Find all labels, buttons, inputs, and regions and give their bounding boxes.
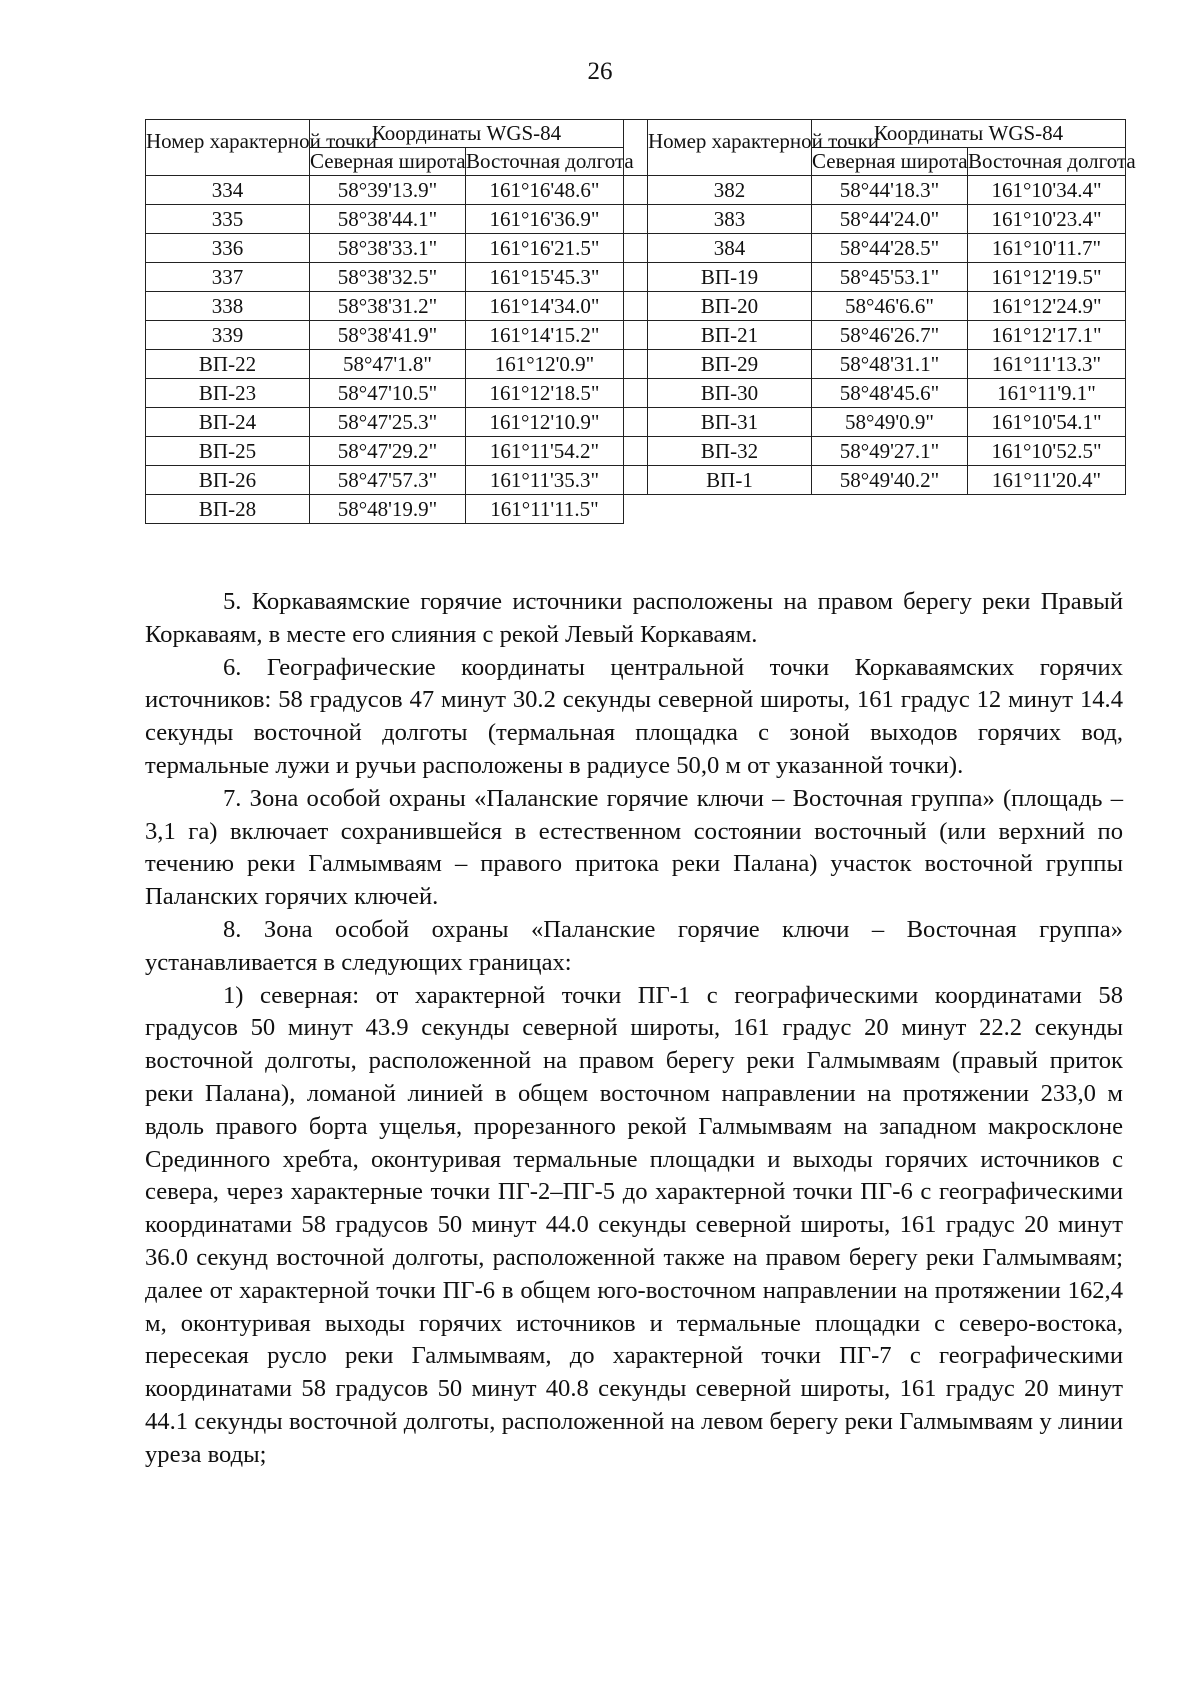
point-number: ВП-23 <box>146 379 310 408</box>
longitude: 161°11'54.2" <box>466 437 624 466</box>
latitude: 58°49'0.9" <box>812 408 968 437</box>
point-number: ВП-26 <box>146 466 310 495</box>
latitude: 58°46'26.7" <box>812 321 968 350</box>
gap-cell <box>624 263 648 292</box>
table-row <box>146 495 1126 524</box>
coordinates-table <box>145 119 1136 524</box>
table-row <box>146 350 1126 379</box>
point-number: 383 <box>648 205 812 234</box>
latitude: 58°46'6.6" <box>812 292 968 321</box>
point-number: ВП-1 <box>648 466 812 495</box>
longitude: 161°16'48.6" <box>466 176 624 205</box>
longitude: 161°15'45.3" <box>466 263 624 292</box>
header-coords-right: Координаты WGS-84 <box>812 120 1126 148</box>
point-number: ВП-30 <box>648 379 812 408</box>
point-number: ВП-19 <box>648 263 812 292</box>
latitude: 58°38'44.1" <box>310 205 466 234</box>
point-number: ВП-29 <box>648 350 812 379</box>
latitude: 58°38'33.1" <box>310 234 466 263</box>
header-lon-left: Восточная долгота <box>466 148 624 176</box>
gap-cell <box>624 379 648 408</box>
longitude: 161°16'21.5" <box>466 234 624 263</box>
longitude: 161°10'34.4" <box>968 176 1126 205</box>
empty-cell <box>624 495 648 524</box>
longitude: 161°12'0.9" <box>466 350 624 379</box>
point-number: 382 <box>648 176 812 205</box>
latitude: 58°49'27.1" <box>812 437 968 466</box>
paragraph-8: 8. Зона особой охраны «Паланские горячие ключи – Восточная группа» устанавливается в следующих границах: <box>145 915 1123 976</box>
point-number: ВП-21 <box>648 321 812 350</box>
gap-cell <box>624 176 648 205</box>
gap-cell <box>624 408 648 437</box>
latitude: 58°48'45.6" <box>812 379 968 408</box>
table-row <box>146 263 1126 292</box>
longitude: 161°10'54.1" <box>968 408 1126 437</box>
latitude: 58°49'40.2" <box>812 466 968 495</box>
header-lon-right: Восточная долгота <box>968 148 1126 176</box>
body-text <box>145 586 1123 1472</box>
point-number: 336 <box>146 234 310 263</box>
page-number: 26 <box>587 58 613 85</box>
longitude: 161°10'52.5" <box>968 437 1126 466</box>
latitude: 58°38'41.9" <box>310 321 466 350</box>
latitude: 58°47'25.3" <box>310 408 466 437</box>
point-number: 334 <box>146 176 310 205</box>
empty-cell <box>812 495 968 524</box>
longitude: 161°12'18.5" <box>466 379 624 408</box>
gap-cell <box>624 350 648 379</box>
table-row <box>146 292 1126 321</box>
latitude: 58°39'13.9" <box>310 176 466 205</box>
paragraph-5: 5. Коркаваямские горячие источники расположены на правом берегу реки Правый Коркаваям, в месте его слияния с рекой Левый Коркаваям. <box>145 588 1123 648</box>
point-number: ВП-20 <box>648 292 812 321</box>
table-row <box>146 176 1126 205</box>
longitude: 161°12'17.1" <box>968 321 1126 350</box>
point-number: 337 <box>146 263 310 292</box>
longitude: 161°12'10.9" <box>466 408 624 437</box>
point-number: ВП-32 <box>648 437 812 466</box>
latitude: 58°38'32.5" <box>310 263 466 292</box>
header-coords-left: Координаты WGS-84 <box>310 120 624 148</box>
table-row <box>146 466 1126 495</box>
point-number: ВП-31 <box>648 408 812 437</box>
longitude: 161°12'19.5" <box>968 263 1126 292</box>
latitude: 58°44'18.3" <box>812 176 968 205</box>
point-number: 384 <box>648 234 812 263</box>
longitude: 161°14'15.2" <box>466 321 624 350</box>
longitude: 161°14'34.0" <box>466 292 624 321</box>
point-number: 338 <box>146 292 310 321</box>
empty-cell <box>968 495 1126 524</box>
longitude: 161°10'11.7" <box>968 234 1126 263</box>
gap-cell <box>624 437 648 466</box>
table-row <box>146 234 1126 263</box>
table-row <box>146 408 1126 437</box>
longitude: 161°11'13.3" <box>968 350 1126 379</box>
header-lat-left: Северная широта <box>310 148 466 176</box>
longitude: 161°12'24.9" <box>968 292 1126 321</box>
latitude: 58°47'10.5" <box>310 379 466 408</box>
longitude: 161°10'23.4" <box>968 205 1126 234</box>
longitude: 161°11'9.1" <box>968 379 1126 408</box>
longitude: 161°11'11.5" <box>466 495 624 524</box>
latitude: 58°47'1.8" <box>310 350 466 379</box>
table-row <box>146 437 1126 466</box>
longitude: 161°11'20.4" <box>968 466 1126 495</box>
latitude: 58°48'19.9" <box>310 495 466 524</box>
latitude: 58°44'28.5" <box>812 234 968 263</box>
point-number: ВП-24 <box>146 408 310 437</box>
latitude: 58°48'31.1" <box>812 350 968 379</box>
paragraph-8-1: 1) северная: от характерной точки ПГ-1 с географическими координатами 58 градусов 50 минут 43.9 секунды северной широты, 161 градус 20 минут 22.2 секунды восточной долготы, расположенной на правом берегу реки Галмымваям (правый приток реки Палана), ломаной линией в общем восточном направлении на протяжении 233,0 м вдоль правого борта ущелья, прорезанного рекой Галмымваям на западном макросклоне Срединного хребта, оконтуривая термальные площадки и выходы горячих источников с севера, через характерные точки ПГ-2–ПГ-5 до характерной точки ПГ-6 с географическими координатами 58 градусов 50 минут 44.0 секунды северной широты, 161 градус 20 минут 36.0 секунд восточной долготы, расположенной также на правом берегу реки Галмымваям; далее от характерной точки ПГ-6 в общем юго-восточном направлении на протяжении 162,4 м, оконтуривая выходы горячих источников и термальные площадки с северо-востока, пересекая русло реки Галмымваям, до характерной точки ПГ-7 с географическими координатами 58 градусов 50 минут 40.8 секунды северной широты, 161 градус 20 минут 44.1 секунды восточной долготы, расположенной на левом берегу реки Галмымваям у линии уреза воды; <box>145 981 1123 1468</box>
latitude: 58°38'31.2" <box>310 292 466 321</box>
gap-cell <box>624 205 648 234</box>
header-point-number-left: Номер характерной точки <box>146 120 310 176</box>
point-number: 339 <box>146 321 310 350</box>
latitude: 58°44'24.0" <box>812 205 968 234</box>
header-lat-right: Северная широта <box>812 148 968 176</box>
header-point-number-right: Номер характерной точки <box>648 120 812 176</box>
latitude: 58°47'57.3" <box>310 466 466 495</box>
paragraph-7: 7. Зона особой охраны «Паланские горячие ключи – Восточная группа» (площадь – 3,1 га) включает сохранившейся в естественном состоянии восточный (или верхний по течению реки Галмымваям – правого притока реки Палана) участок восточной группы Паланских горячих ключей. <box>145 784 1123 911</box>
longitude: 161°16'36.9" <box>466 205 624 234</box>
paragraph-6: 6. Географические координаты центральной точки Коркаваямских горячих источников: 58 градусов 47 минут 30.2 секунды северной широты, 161 градус 12 минут 14.4 секунды восточной долготы (термальная площадка с зоной выходов горячих вод, термальные лужи и ручьи расположены в радиусе 50,0 м от указанной точки). <box>145 653 1123 779</box>
gap-cell <box>624 321 648 350</box>
latitude: 58°47'29.2" <box>310 437 466 466</box>
point-number: ВП-28 <box>146 495 310 524</box>
gap-cell <box>624 466 648 495</box>
latitude: 58°45'53.1" <box>812 263 968 292</box>
table-row <box>146 205 1126 234</box>
gap-cell <box>624 292 648 321</box>
table-row <box>146 321 1126 350</box>
point-number: ВП-25 <box>146 437 310 466</box>
longitude: 161°11'35.3" <box>466 466 624 495</box>
point-number: 335 <box>146 205 310 234</box>
point-number: ВП-22 <box>146 350 310 379</box>
table-row <box>146 379 1126 408</box>
gap-cell <box>624 234 648 263</box>
empty-cell <box>648 495 812 524</box>
